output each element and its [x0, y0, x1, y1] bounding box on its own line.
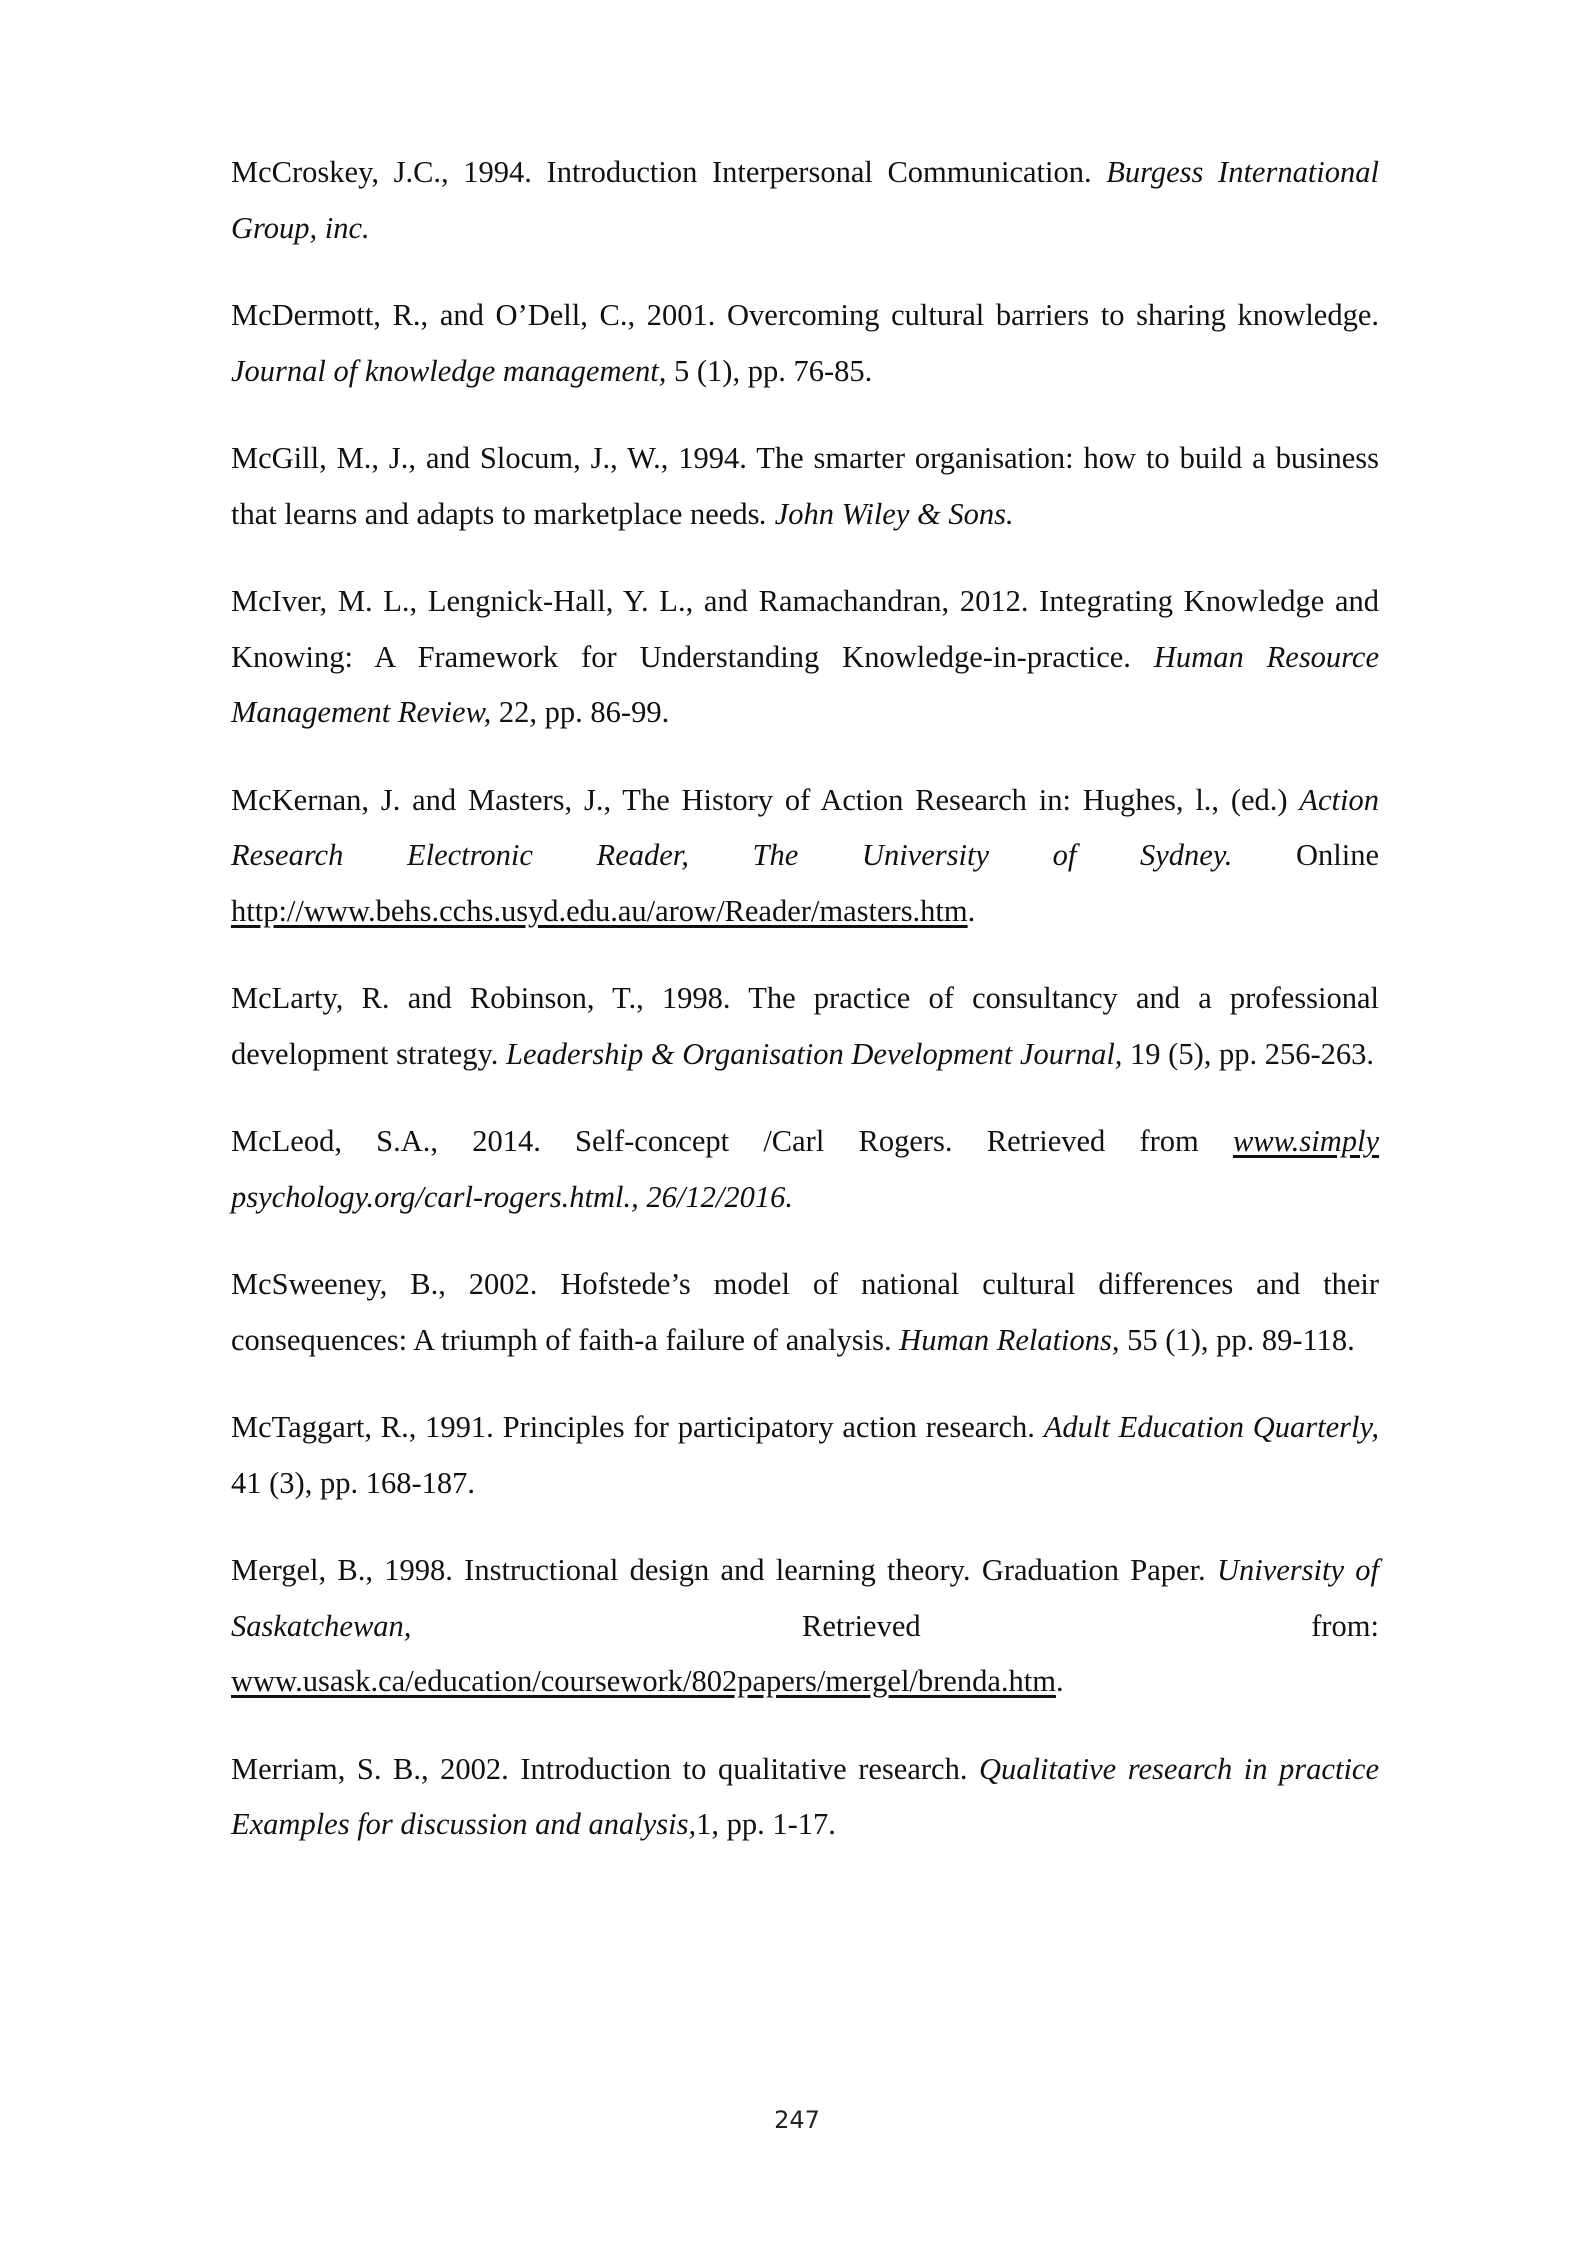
reference-text: McTaggart, R., 1991. Principles for participatory action research.: [231, 1410, 1044, 1444]
reference-url-link[interactable]: http://www.behs.cchs.usyd.edu.au/arow/Reader/masters.htm: [231, 893, 968, 928]
reference-text: McKernan, J. and Masters, J., The History of Action Research in: Hughes, l., (ed.): [231, 782, 1300, 817]
reference-entry-mctaggart: [231, 1400, 1379, 1511]
reference-text: Merriam, S. B., 2002. Introduction to qualitative research.: [231, 1751, 979, 1786]
reference-tail: 22, pp. 86-99.: [491, 695, 670, 729]
reference-tail: 1, pp. 1-17.: [696, 1807, 836, 1841]
reference-text: McDermott, R., and O’Dell, C., 2001. Overcoming cultural barriers to sharing knowledge.: [231, 298, 1379, 332]
reference-text: McLarty, R. and Robinson, T., 1998. The practice of consultancy and a professional development strategy.: [231, 981, 1379, 1071]
reference-url-link[interactable]: www.usask.ca/education/coursework/802papers/mergel/brenda.htm: [231, 1664, 1056, 1698]
page-number: 247: [774, 2106, 820, 2134]
reference-tail: .: [967, 893, 976, 928]
reference-text: McIver, M. L., Lengnick-Hall, Y. L., and Ramachandran, 2012. Integrating Knowledge and Knowing: A Framework for Understanding Knowledge-in-practice.: [231, 584, 1379, 674]
reference-source-italic: Human Relations,: [899, 1322, 1120, 1357]
reference-entry-mergel: [231, 1543, 1379, 1710]
reference-list: [231, 145, 1379, 1885]
reference-text: Mergel, B., 1998. Instructional design and learning theory. Graduation Paper.: [231, 1553, 1217, 1587]
reference-entry-mcdermott: [231, 288, 1379, 399]
reference-tail: 19 (5), pp. 256-263.: [1122, 1036, 1375, 1071]
reference-source-italic: University of Saskatchewan,: [231, 1553, 1379, 1643]
reference-tail: 41 (3), pp. 168-187.: [231, 1465, 475, 1500]
reference-tail: 5 (1), pp. 76-85.: [666, 353, 873, 388]
reference-source-italic: . John Wiley & Sons.: [759, 496, 1014, 531]
reference-tail: .: [1055, 1664, 1064, 1698]
reference-entry-merriam: [231, 1742, 1379, 1853]
reference-entry-mckernan: [231, 773, 1379, 940]
reference-entry-mcleod: [231, 1114, 1379, 1225]
reference-source-italic: Qualitative research in practice Examples for discussion and analysis,: [231, 1751, 1379, 1841]
reference-mid: Online: [1232, 838, 1379, 872]
reference-text: McSweeney, B., 2002. Hofstede’s model of national cultural differences and their consequences: A triumph of faith-a failure of analysis.: [231, 1267, 1379, 1357]
reference-url-link[interactable]: www.simply: [1232, 1124, 1379, 1158]
reference-source-italic: Adult Education Quarterly,: [1043, 1410, 1379, 1444]
reference-entry-mccroskey: [231, 145, 1379, 256]
reference-text: McGill, M., J., and Slocum, J., W., 1994. The smarter organisation: how to build a business that learns and adapts to marketplace needs: [231, 441, 1379, 531]
reference-source-italic: Leadership & Organisation Development Journal,: [505, 1036, 1123, 1071]
reference-url-continuation: psychology.org/carl-rogers.html., 26/12/2016.: [231, 1179, 793, 1214]
reference-tail: 55 (1), pp. 89-118.: [1119, 1322, 1355, 1357]
reference-source-italic: Action Research Electronic Reader, The University of Sydney.: [231, 782, 1379, 872]
reference-text: McLeod, S.A., 2014. Self-concept /Carl Rogers. Retrieved from: [231, 1124, 1233, 1158]
reference-entry-mciver: [231, 574, 1379, 741]
reference-source-italic: Human Resource Management Review,: [231, 639, 1379, 729]
reference-entry-mclarty: [231, 971, 1379, 1082]
reference-mid: Retrieved from:: [411, 1608, 1379, 1643]
reference-entry-mcgill: [231, 431, 1379, 542]
reference-source-italic: Burgess International Group, inc.: [231, 155, 1379, 245]
reference-source-italic: Journal of knowledge management,: [231, 353, 667, 388]
reference-entry-mcsweeney: [231, 1257, 1379, 1368]
reference-text: McCroskey, J.C., 1994. Introduction Interpersonal Communication.: [231, 155, 1107, 189]
